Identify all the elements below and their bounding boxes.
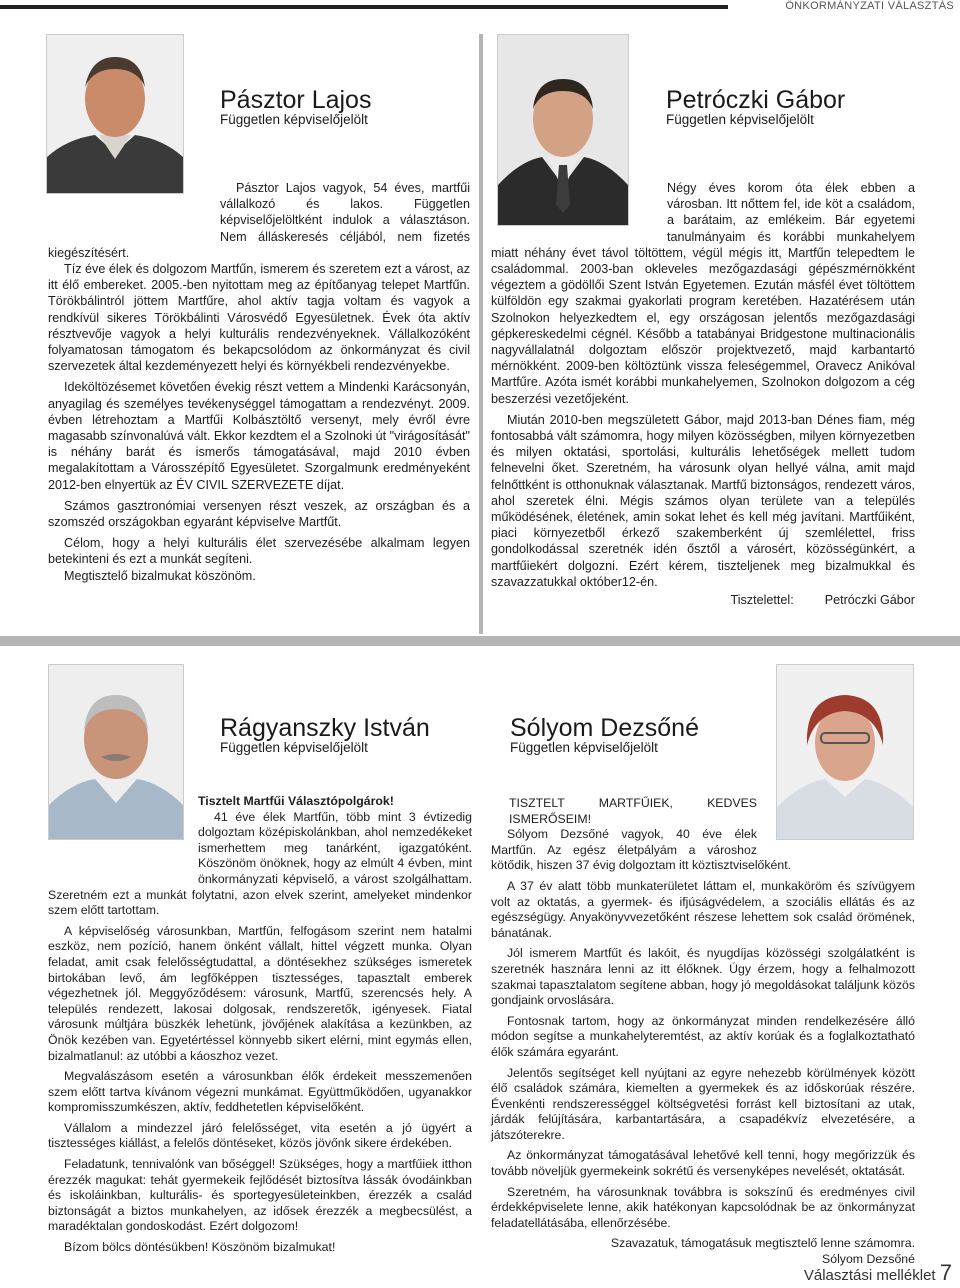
photo-spacer	[491, 180, 667, 244]
paragraph: A képviselőség városunkban, Martfűn, felfogásom szerint nem hatalmi eszköz, nem pozíció, hanem önként vállalt, hittel végzett munka. Olyan feladat, amit csak felelősségtudattal, a döntésekhez szükséges ismeretek birtokában levő, ám legfőképpen tisztességes, tapasztalt emberek végezhetnek jól. Meggyőződésem: városunk, Martfű, szerencsés hely. A település rendezett, lakosai dolgosak, rendszeretők, igényesek. Fiatal városunk múltjára büszkék lehetünk, jövőjének alakítása a kezünkben, az Önök kezében van. Egyetértéssel könnyebb sikert elérni, mint egymás ellen, bizalmatlanul: az utóbbi a káoszhoz vezet.	[48, 923, 472, 1063]
closing-line: Szavazatuk, támogatásuk megtisztelő lenne számomra.	[610, 1236, 915, 1251]
candidate-party: Független képviselőjelölt	[220, 740, 368, 755]
paragraph: Fontosnak tartom, hogy az önkormányzat minden rendelkezésére álló módon segítse a munkahelyteremtést, az aktív korúak és a foglalkoztatható élők számára egyaránt.	[491, 1013, 915, 1059]
paragraph: Célom, hogy a helyi kulturális élet szervezésébe alkalmam legyen betekinteni és ezt a munkát segíteni.	[48, 536, 470, 567]
greeting: TISZTELT MARTFŰIEK, KEDVES ISMERŐSEIM!	[509, 796, 757, 826]
candidate-name: Sólyom Dezsőné	[510, 714, 699, 742]
paragraph: Miután 2010-ben megszületett Gábor, majd 2013-ban Dénes fiam, még fontosabbá vált számomra, hogy milyen közösségben, milyen környezetben és milyen oktatási, sportolási, kulturális lehetőségek mellett tudom felnevelni őket. Szeretném, ha városunk olyan hellyé válna, amit majd felnőttként is otthonuknak választanak. Martfű biztonságos, rendezett város, ahol szeretek élni. Mégis számos olyan területe van a település működésének, életének, amin sokat lehet és kell még javítani. Martfűiként, piaci környezetből érkező szakemberként új szemlélettel, friss gondolkodással szeretnék idén ősztől a városért, közösségünkért, a martfűiekért dolgozni. Ezért kérem, tiszteljenek meg bizalmukkal és szavazzatukkal október12-én.	[491, 412, 915, 589]
paragraph: Négy éves korom óta élek ebben a városban. Itt nőttem fel, ide köt a családom, a barátaim, az emlékeim. Bár egyetemi tanulmányaim és korábbi munkahelyem miatt néhány évet távol töltöttem, végül mégis itt, Martfűn telepedtem le családommal. 2003-ban okleveles mezőgazdasági gépészmérnökként végeztem a gödöllői Szent István Egyetemen. Ezután másfél évet töltöttem külföldön egy szakmai gyakorlati program keretében. Hazatérésem után Szolnokon helyezkedtem el, egy országosan jelentős mezőgazdasági gépkereskedelmi cégnél. Később a tatabányai Bridgestone multinacionális nagyvállalatnál dolgoztam először projektvezető, majd karbantartó mérnökként. 2009-ben költöztünk vissza feleségemmel, Oravecz Anikóval Martfűre. Azóta ismét korábbi munkahelyemen, Szolnokon dolgozom a cég beszerzési vezetőjeként.	[491, 181, 915, 406]
candidate-text	[491, 796, 915, 1268]
candidate-text	[48, 180, 470, 584]
page-number: 7	[939, 1260, 952, 1285]
closing-label: Tisztelettel:	[730, 593, 794, 608]
paragraph: Szeretném, ha városunknak továbbra is sokszínű és eredményes civil érdekképviselete lenne, akik hatékonyan kapcsolódnak be az önkormányzat feladatellátásába, ellenőrzésébe.	[491, 1184, 915, 1230]
candidate-party: Független képviselőjelölt	[510, 740, 658, 755]
closing	[491, 592, 915, 608]
closing-signature: Sólyom Dezsőné	[822, 1252, 915, 1267]
column-divider	[479, 34, 483, 634]
portrait-icon	[47, 35, 183, 193]
paragraph: 41 éve élek Martfűn, több mint 3 évtizedig dolgoztam középiskolánkban, ahol nemzedékeket ismerhettem meg tanárként, igazgatóként. Köszönöm önöknek, hogy az elmúlt 4 évben, mint önkormányzati képviselő, a várost szolgálhattam. Szeretném ezt a munkát folytatni, azon elvek szerint, amelyeket mindenkor szem előtt tartottam.	[48, 809, 472, 918]
greeting: Tisztelt Martfűi Választópolgárok!	[198, 794, 394, 808]
row-divider	[0, 636, 960, 646]
paragraph: Az önkormányzat támogatásával lehetővé kell tenni, hogy megőrizzük és tovább növeljük gyermekeink sokrétű és versenyképes nevelését, oktatását.	[491, 1148, 915, 1179]
footer-label: Választási melléklet	[803, 1267, 936, 1284]
paragraph: Jól ismerem Martfűt és lakóit, és nyugdíjas közösségi szolgálatként is szeretnék hasznára lenni az itt élőknek. Úgy érzem, hogy a felhalmozott szakmai tapasztalatom segítene abban, hogy jó megoldásokat találjunk közös gondjaink orvoslására.	[491, 946, 915, 1008]
paragraph: Sólyom Dezsőné vagyok, 40 éve élek Martfűn. Az egész életpályám a városhoz kötődik, hiszen 37 évig dolgoztam itt köztisztviselőként.	[491, 827, 792, 873]
candidate-name: Petróczki Gábor	[666, 86, 846, 114]
header-rule	[0, 5, 728, 9]
paragraph: Vállalom a mindezzel járó felelősséget, vita esetén a jó ügyért a tisztességes kiállást, a felelős döntéseket, közös jövőnk sikere érdekében.	[48, 1120, 472, 1151]
paragraph: Pásztor Lajos vagyok, 54 éves, martfűi vállalkozó és lakos. Független képviselőjelöltként indulok a választáson. Nem álláskeresés céljából, nem fizetés kiegészítésért.	[48, 181, 470, 260]
candidate-photo-pasztor	[46, 34, 184, 194]
section-label: ÖNKORMÁNYZATI VÁLASZTÁS	[785, 0, 954, 12]
candidate-name: Rágyanszky István	[220, 714, 430, 742]
paragraph: Megtisztelő bizalmukat köszönöm.	[64, 568, 256, 583]
closing-signature: Petróczki Gábor	[824, 593, 915, 608]
photo-spacer	[757, 796, 915, 858]
photo-spacer	[48, 180, 220, 244]
page-footer	[804, 1260, 952, 1286]
paragraph: Megvalászásom esetén a városunkban élők érdekeit messzemenően szem előtt tartva kívánom végezni munkámat. Együttműködően, ugyanakkor kompromisszumkészen, aktív, feddhetetlen képviselőként.	[48, 1069, 472, 1115]
candidate-party: Független képviselőjelölt	[220, 112, 368, 127]
candidate-text	[491, 180, 915, 608]
paragraph: Bízom bölcs döntésükben! Köszönöm bizalmukat!	[64, 1240, 336, 1255]
paragraph: Jelentős segítséget kell nyújtani az egyre nehezebb körülmények között élő családok számára, kiemelten a gyermekek és az időskorúak részére. Évenkénti rendszerességgel költségvetési forrást kell biztosítani az utak, járdák felújítására, karbantartására, a csapadékvíz elvezetésére, a játszóterekre.	[491, 1065, 915, 1142]
candidate-text	[48, 794, 472, 1256]
paragraph: A 37 év alatt több munkaterületet láttam el, munkaköröm és szívügyem volt az oktatás, a gyermek- és ifjúságvédelem, a szociális ellátás és az egészségügy. Anyakönyvvezetőként részese lehettem sok család örömének, bánatának.	[491, 878, 915, 940]
paragraph: Feladatunk, tennivalónk van bőséggel! Szükséges, hogy a martfűiek itthon érezzék magukat: tehát gyermekeik fejlődését biztosítva lássák óvodáinkban és iskoláinkban, kulturális- és sportegyesületeinkben, érezzék a család biztonságát a biztos munkahelyen, az idősek érezzék a megbecsülést, a maradéktalan gondoskodást. Ezért dolgozom!	[48, 1157, 472, 1234]
paragraph: Tíz éve élek és dolgozom Martfűn, ismerem és szeretem ezt a várost, az itt élő embereket. 2005.-ben nyitottam meg az építőanyag telepet Martfűn. Törökbálintról jöttem Martfűre, ahol aktív tagja voltam és vagyok a rendkívül sikeres Törökbálinti Városvédő Egyesületnek. Évek óta aktív résztvevője vagyok a helyi kulturális rendezvényeknek. Vállalkozóként folyamatosan támogatom és bekapcsolódom az önkormányzat és civil szervezetek által kezdeményezett helyi és környékbeli rendezvényekbe.	[48, 262, 470, 374]
paragraph: Számos gasztronómiai versenyen részt veszek, az országban és a szomszéd országokban egyaránt képviselve Martfűt.	[48, 498, 470, 530]
photo-spacer	[48, 794, 198, 872]
paragraph: Ideköltözésemet követően évekig részt vettem a Mindenki Karácsonyán, anyagilag és személyes tevékenységgel támogattam a rendezvényt. 2009. évben létrehoztam a Martfűi Kolbásztöltő versenyt, mely évről évre magasabb színvonalúvá vált. Ekkor kezdtem el a Szolnoki út "virágosítását" is néhány barát és ismerős támogatásával, majd 2010 évben megalakítottam a Városszépítő Egyesületet. Szorgalmunk eredményeként 2012-ben elnyertük az ÉV CIVIL SZERVEZETE díjat.	[48, 380, 470, 492]
candidate-name: Pásztor Lajos	[220, 86, 372, 114]
candidate-party: Független képviselőjelölt	[666, 112, 814, 127]
